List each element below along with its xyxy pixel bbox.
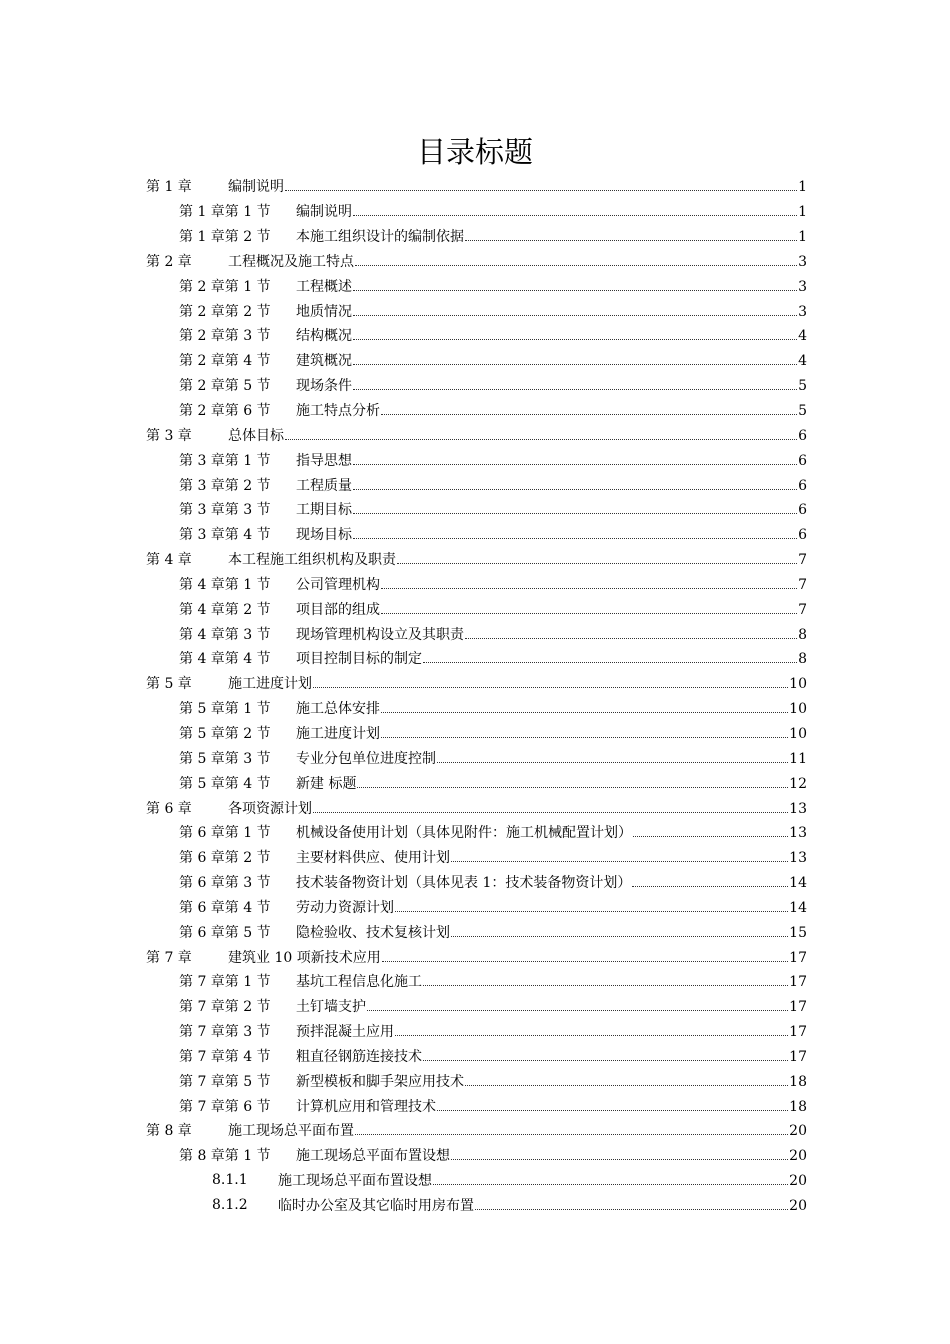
toc-entry-page: 6 <box>798 527 807 544</box>
toc-entry-page: 1 <box>798 229 807 246</box>
dot-leader <box>353 389 797 390</box>
toc-entry[interactable] <box>0 199 950 224</box>
toc-entry-page: 6 <box>798 427 807 444</box>
toc-entry-page: 17 <box>789 949 807 966</box>
toc-entry[interactable] <box>0 398 950 423</box>
toc-entry-page: 6 <box>798 477 807 494</box>
dot-leader <box>285 190 797 191</box>
toc-entry[interactable] <box>0 994 950 1019</box>
toc-entry[interactable] <box>0 422 950 447</box>
toc-entry-page: 13 <box>789 850 807 867</box>
toc-entry-page: 4 <box>798 328 807 345</box>
toc-entry-title: 指导思想 <box>296 452 352 469</box>
toc-entry-page: 10 <box>789 701 807 718</box>
toc-entry-title: 基坑工程信息化施工 <box>296 974 422 991</box>
toc-entry-number: 第 2 章 <box>146 253 192 270</box>
toc-entry-page: 17 <box>789 974 807 991</box>
dot-leader <box>353 489 797 490</box>
toc-entry-page: 6 <box>798 452 807 469</box>
toc-entry-page: 18 <box>789 1073 807 1090</box>
toc-entry-title: 机械设备使用计划（具体见附件：施工机械配置计划） <box>296 825 632 842</box>
toc-entry-number: 第 6 章 <box>146 800 192 817</box>
toc-entry-number: 第 2 章第 4 节 <box>179 353 271 370</box>
dot-leader <box>423 985 788 986</box>
dot-leader <box>633 836 788 837</box>
toc-entry-page: 7 <box>798 576 807 593</box>
toc-entry-page: 20 <box>789 1198 807 1215</box>
toc-entry-number: 第 7 章 <box>146 949 192 966</box>
toc-entry[interactable] <box>0 572 950 597</box>
toc-entry[interactable] <box>0 1019 950 1044</box>
toc-entry-title: 编制说明 <box>296 204 352 221</box>
toc-entry-page: 7 <box>798 601 807 618</box>
toc-entry-page: 20 <box>789 1123 807 1140</box>
dot-leader <box>353 513 797 514</box>
toc-entry[interactable] <box>0 472 950 497</box>
dot-leader <box>313 687 788 688</box>
toc-entry-page: 15 <box>789 924 807 941</box>
toc-entry-page: 10 <box>789 725 807 742</box>
toc-entry[interactable] <box>0 249 950 274</box>
toc-entry-number: 第 6 章第 4 节 <box>179 899 271 916</box>
toc-entry-page: 10 <box>789 676 807 693</box>
toc-entry-number: 第 7 章第 2 节 <box>179 999 271 1016</box>
toc-entry-title: 项目部的组成 <box>296 601 380 618</box>
toc-entry-title: 地质情况 <box>296 303 352 320</box>
dot-leader <box>355 265 797 266</box>
toc-entry[interactable] <box>0 1068 950 1093</box>
toc-entry-page: 5 <box>798 403 807 420</box>
dot-leader <box>395 1035 788 1036</box>
toc-entry-page: 17 <box>789 1024 807 1041</box>
toc-entry-title: 施工进度计划 <box>296 725 380 742</box>
toc-entry-number: 第 1 章第 1 节 <box>179 204 271 221</box>
toc-entry-title: 现场条件 <box>296 378 352 395</box>
toc-entry-number: 第 5 章第 4 节 <box>179 775 271 792</box>
dot-leader <box>423 1060 788 1061</box>
table-of-contents <box>0 174 950 1217</box>
toc-entry-number: 第 4 章第 1 节 <box>179 576 271 593</box>
dot-leader <box>433 1184 788 1185</box>
dot-leader <box>353 364 797 365</box>
toc-entry[interactable] <box>0 522 950 547</box>
dot-leader <box>353 215 797 216</box>
toc-entry-number: 第 7 章第 3 节 <box>179 1024 271 1041</box>
toc-entry[interactable] <box>0 596 950 621</box>
toc-entry[interactable] <box>0 224 950 249</box>
toc-entry[interactable] <box>0 845 950 870</box>
page-title: 目录标题 <box>416 135 533 169</box>
toc-entry-title: 土钉墙支护 <box>296 999 366 1016</box>
dot-leader <box>353 315 797 316</box>
toc-entry-page: 1 <box>798 179 807 196</box>
dot-leader <box>382 961 788 962</box>
toc-entry-title: 施工现场总平面布置设想 <box>278 1173 432 1190</box>
toc-entry-title: 项目控制目标的制定 <box>296 651 422 668</box>
toc-entry-page: 14 <box>789 875 807 892</box>
toc-entry-number: 第 7 章第 4 节 <box>179 1048 271 1065</box>
dot-leader <box>451 861 788 862</box>
toc-entry-number: 第 2 章第 1 节 <box>179 278 271 295</box>
toc-entry-title: 计算机应用和管理技术 <box>296 1098 436 1115</box>
toc-entry-number: 第 1 章 <box>146 179 192 196</box>
dot-leader <box>632 886 788 887</box>
dot-leader <box>465 240 797 241</box>
toc-entry-title: 结构概况 <box>296 328 352 345</box>
dot-leader <box>437 762 788 763</box>
dot-leader <box>397 563 797 564</box>
toc-entry-title: 公司管理机构 <box>296 576 380 593</box>
dot-leader <box>381 737 788 738</box>
toc-entry-title: 技术装备物资计划（具体见表 1：技术装备物资计划） <box>296 875 632 892</box>
toc-entry-title: 建筑业 10 项新技术应用 <box>228 949 381 966</box>
toc-entry[interactable] <box>0 174 950 199</box>
toc-entry-number: 第 5 章第 3 节 <box>179 750 271 767</box>
dot-leader <box>475 1209 788 1210</box>
toc-entry-page: 13 <box>789 800 807 817</box>
toc-entry-title: 工期目标 <box>296 502 352 519</box>
toc-entry[interactable] <box>0 696 950 721</box>
toc-entry-page: 1 <box>798 204 807 221</box>
toc-entry-title: 本工程施工组织机构及职责 <box>228 552 396 569</box>
toc-entry-title: 本施工组织设计的编制依据 <box>296 229 464 246</box>
toc-entry-title: 现场目标 <box>296 527 352 544</box>
toc-entry-number: 第 3 章第 1 节 <box>179 452 271 469</box>
toc-entry-number: 第 1 章第 2 节 <box>179 229 271 246</box>
toc-entry-title: 编制说明 <box>228 179 284 196</box>
toc-entry-title: 隐检验收、技术复核计划 <box>296 924 450 941</box>
toc-entry[interactable] <box>0 348 950 373</box>
toc-entry-title: 主要材料供应、使用计划 <box>296 850 450 867</box>
toc-entry-page: 6 <box>798 502 807 519</box>
toc-entry-number: 第 6 章第 3 节 <box>179 875 271 892</box>
toc-entry-number: 第 6 章第 2 节 <box>179 850 271 867</box>
toc-entry[interactable] <box>0 646 950 671</box>
toc-entry-title: 施工现场总平面布置设想 <box>296 1148 450 1165</box>
toc-entry-number: 第 5 章第 2 节 <box>179 725 271 742</box>
toc-entry-number: 第 3 章 <box>146 427 192 444</box>
toc-entry-number: 第 2 章第 6 节 <box>179 403 271 420</box>
toc-entry-number: 第 8 章 <box>146 1123 192 1140</box>
toc-entry-title: 施工特点分析 <box>296 403 380 420</box>
toc-entry-title: 总体目标 <box>228 427 284 444</box>
dot-leader <box>465 638 797 639</box>
toc-entry-page: 5 <box>798 378 807 395</box>
toc-entry-number: 第 4 章第 4 节 <box>179 651 271 668</box>
toc-entry-title: 工程概况及施工特点 <box>228 253 354 270</box>
toc-entry[interactable] <box>0 497 950 522</box>
toc-entry-title: 建筑概况 <box>296 353 352 370</box>
toc-entry[interactable] <box>0 373 950 398</box>
toc-entry-number: 第 5 章 <box>146 676 192 693</box>
dot-leader <box>423 662 797 663</box>
toc-entry-number: 第 7 章第 5 节 <box>179 1073 271 1090</box>
dot-leader <box>313 812 788 813</box>
toc-entry-number: 第 4 章第 2 节 <box>179 601 271 618</box>
toc-entry-number: 第 6 章第 1 节 <box>179 825 271 842</box>
toc-entry[interactable] <box>0 795 950 820</box>
dot-leader <box>437 1110 788 1111</box>
toc-entry-page: 3 <box>798 278 807 295</box>
toc-entry[interactable] <box>0 1093 950 1118</box>
toc-entry[interactable] <box>0 944 950 969</box>
dot-leader <box>465 1085 788 1086</box>
toc-entry-title: 施工总体安排 <box>296 701 380 718</box>
toc-entry[interactable] <box>0 721 950 746</box>
dot-leader <box>451 1159 788 1160</box>
toc-entry-page: 11 <box>789 750 807 767</box>
dot-leader <box>451 936 788 937</box>
toc-entry[interactable] <box>0 1118 950 1143</box>
toc-entry-page: 17 <box>789 1048 807 1065</box>
toc-entry-number: 第 3 章第 3 节 <box>179 502 271 519</box>
dot-leader <box>355 1134 788 1135</box>
dot-leader <box>381 588 797 589</box>
dot-leader <box>357 787 788 788</box>
dot-leader <box>395 911 788 912</box>
dot-leader <box>381 414 797 415</box>
toc-entry-number: 第 3 章第 4 节 <box>179 527 271 544</box>
toc-entry-title: 临时办公室及其它临时用房布置 <box>278 1198 474 1215</box>
toc-entry-page: 12 <box>789 775 807 792</box>
toc-entry[interactable] <box>0 745 950 770</box>
toc-entry[interactable] <box>0 1168 950 1193</box>
toc-entry[interactable] <box>0 1044 950 1069</box>
toc-entry[interactable] <box>0 298 950 323</box>
toc-entry[interactable] <box>0 1193 950 1218</box>
toc-entry-title: 工程质量 <box>296 477 352 494</box>
toc-entry-page: 8 <box>798 651 807 668</box>
toc-entry[interactable] <box>0 770 950 795</box>
toc-entry-title: 粗直径钢筋连接技术 <box>296 1048 422 1065</box>
toc-entry-number: 第 8 章第 1 节 <box>179 1148 271 1165</box>
toc-entry[interactable] <box>0 323 950 348</box>
toc-entry-page: 3 <box>798 253 807 270</box>
toc-entry-page: 7 <box>798 552 807 569</box>
toc-entry[interactable] <box>0 547 950 572</box>
dot-leader <box>353 339 797 340</box>
toc-entry[interactable] <box>0 870 950 895</box>
toc-entry-title: 施工进度计划 <box>228 676 312 693</box>
dot-leader <box>353 464 797 465</box>
dot-leader <box>367 1010 788 1011</box>
toc-entry-number: 第 4 章 <box>146 552 192 569</box>
toc-entry-number: 第 3 章第 2 节 <box>179 477 271 494</box>
toc-entry-title: 各项资源计划 <box>228 800 312 817</box>
toc-entry-title: 劳动力资源计划 <box>296 899 394 916</box>
toc-entry-number: 第 2 章第 5 节 <box>179 378 271 395</box>
toc-entry[interactable] <box>0 969 950 994</box>
toc-entry-title: 施工现场总平面布置 <box>228 1123 354 1140</box>
toc-entry[interactable] <box>0 671 950 696</box>
toc-entry-number: 第 7 章第 1 节 <box>179 974 271 991</box>
toc-entry-number: 8.1.1 <box>212 1172 248 1189</box>
toc-entry-page: 14 <box>789 899 807 916</box>
toc-entry-page: 20 <box>789 1148 807 1165</box>
dot-leader <box>381 712 788 713</box>
dot-leader <box>285 439 797 440</box>
toc-entry[interactable] <box>0 820 950 845</box>
toc-entry-number: 第 7 章第 6 节 <box>179 1098 271 1115</box>
toc-entry-page: 13 <box>789 825 807 842</box>
toc-entry-page: 17 <box>789 999 807 1016</box>
toc-entry-title: 现场管理机构设立及其职责 <box>296 626 464 643</box>
toc-entry-number: 第 2 章第 2 节 <box>179 303 271 320</box>
toc-entry-title: 专业分包单位进度控制 <box>296 750 436 767</box>
toc-entry[interactable] <box>0 273 950 298</box>
toc-entry[interactable] <box>0 1143 950 1168</box>
toc-entry[interactable] <box>0 621 950 646</box>
toc-entry[interactable] <box>0 919 950 944</box>
toc-entry-number: 8.1.2 <box>212 1197 248 1214</box>
toc-entry-title: 新型模板和脚手架应用技术 <box>296 1073 464 1090</box>
toc-entry-number: 第 6 章第 5 节 <box>179 924 271 941</box>
toc-entry-number: 第 5 章第 1 节 <box>179 701 271 718</box>
toc-entry-title: 新建 标题 <box>296 775 357 792</box>
toc-entry-page: 4 <box>798 353 807 370</box>
toc-entry-number: 第 2 章第 3 节 <box>179 328 271 345</box>
toc-entry-title: 预拌混凝土应用 <box>296 1024 394 1041</box>
toc-entry-page: 20 <box>789 1173 807 1190</box>
dot-leader <box>381 613 797 614</box>
toc-entry-page: 3 <box>798 303 807 320</box>
toc-entry[interactable] <box>0 894 950 919</box>
dot-leader <box>353 538 797 539</box>
toc-entry-title: 工程概述 <box>296 278 352 295</box>
dot-leader <box>353 290 797 291</box>
toc-entry[interactable] <box>0 447 950 472</box>
toc-entry-page: 8 <box>798 626 807 643</box>
toc-entry-number: 第 4 章第 3 节 <box>179 626 271 643</box>
toc-entry-page: 18 <box>789 1098 807 1115</box>
